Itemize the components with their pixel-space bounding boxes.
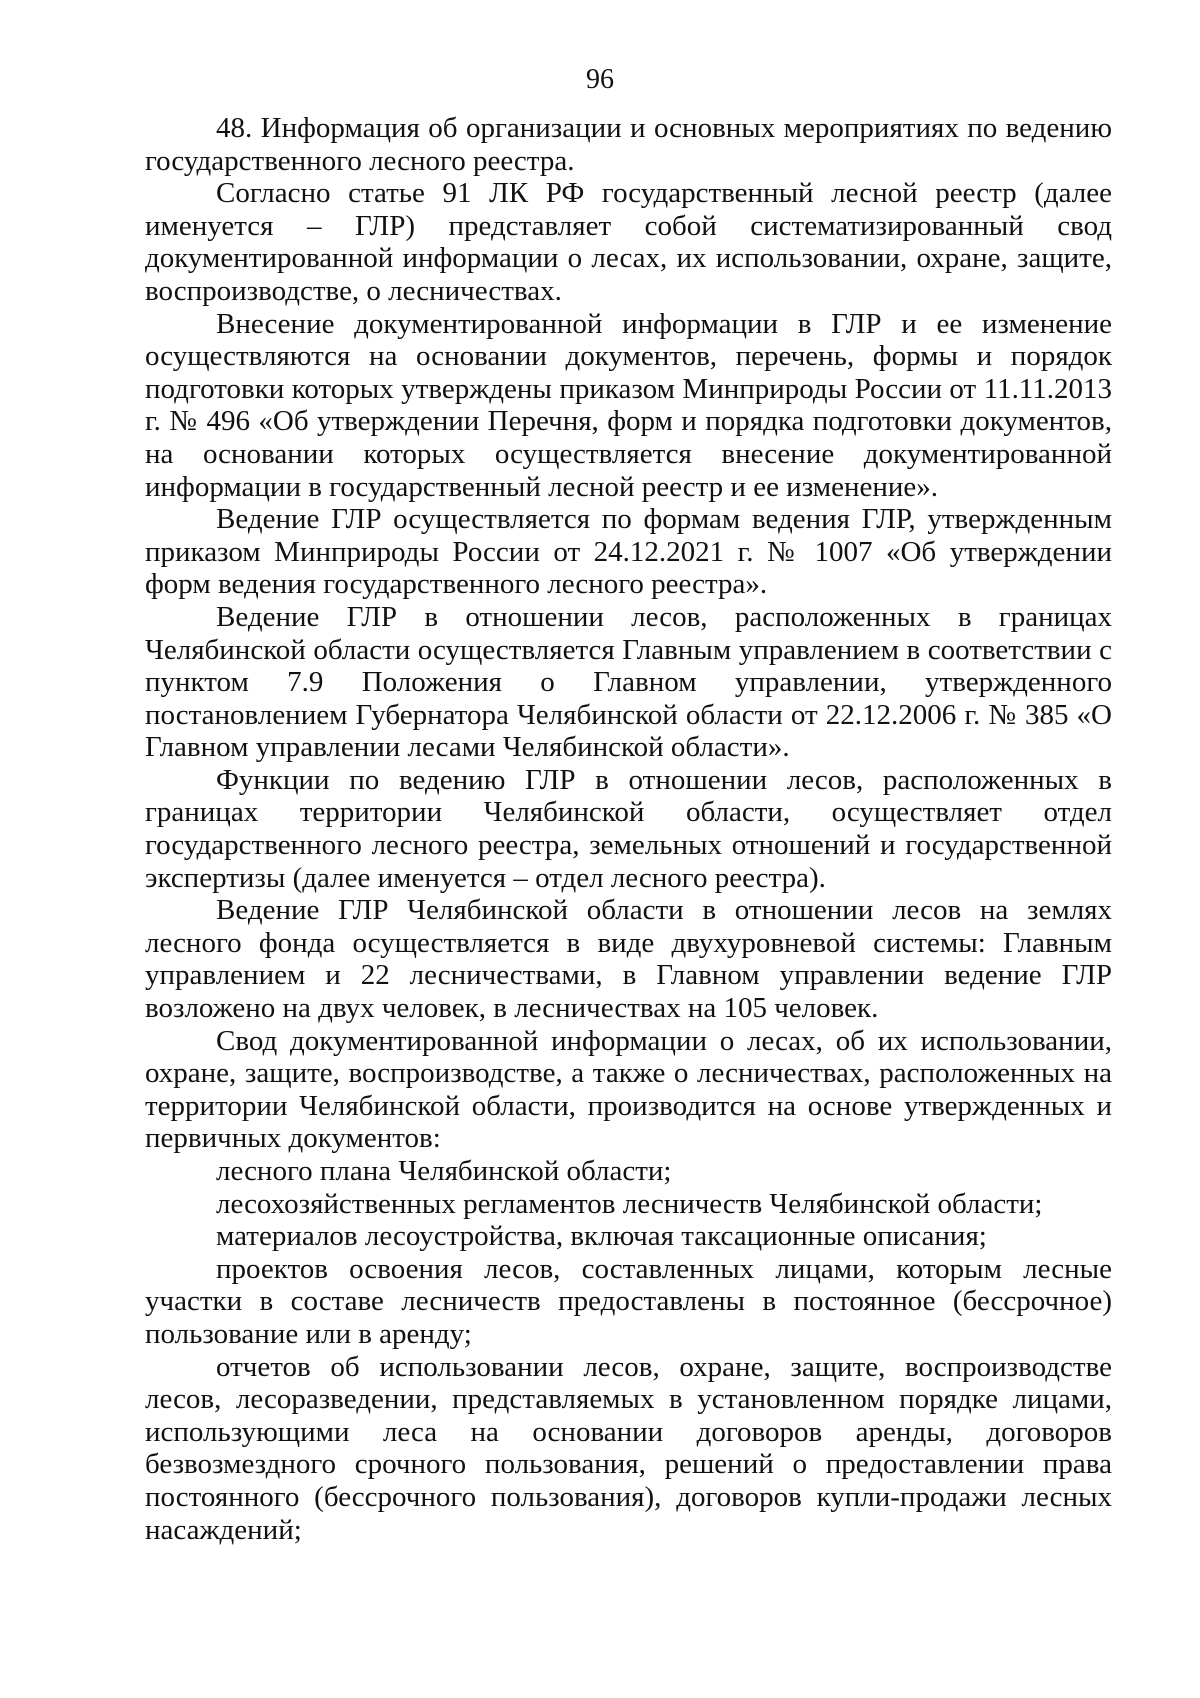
paragraph: Ведение ГЛР в отношении лесов, расположенных в границах Челябинской области осуществляется Главным управлением в соответствии с пунктом 7.9 Положения о Главном управлении, утвержденного постановлением Губернатора Челябинской области от 22.12.2006 г. № 385 «О Главном управлении лесами Челябинской области». — [145, 600, 1112, 764]
paragraph-heading: 48. Информация об организации и основных мероприятиях по ведению государственного лесного реестра. — [145, 112, 1112, 177]
list-item: лесного плана Челябинской области; — [216, 1155, 672, 1187]
page-number: 96 — [586, 64, 614, 95]
list-item: материалов лесоустройства, включая таксационные описания; — [216, 1220, 987, 1253]
document-body — [145, 112, 1112, 1546]
paragraph: Функции по ведению ГЛР в отношении лесов, расположенных в границах территории Челябинской области, осуществляет отдел государственного лесного реестра, земельных отношений и государственной экспертизы (далее именуется – отдел лесного реестра). — [145, 763, 1112, 894]
paragraph: Ведение ГЛР Челябинской области в отношении лесов на землях лесного фонда осуществляется в виде двухуровневой системы: Главным управлением и 22 лесничествами, в Главном управлении ведение ГЛР возложено на двух человек, в лесничествах на 105 человек. — [145, 894, 1112, 1025]
list-item: проектов освоения лесов, составленных лицами, которым лесные участки в составе лесничеств предоставлены в постоянное (бессрочное) пользование или в аренду; — [145, 1252, 1112, 1350]
list-item: отчетов об использовании лесов, охране, защите, воспроизводстве лесов, лесоразведении, представляемых в установленном порядке лицами, использующими леса на основании договоров аренды, договоров безвозмездного срочного пользования, решений о предоставлении права постоянного (бессрочного пользования), договоров купли-продажи лесных насаждений; — [145, 1350, 1112, 1546]
paragraph: Свод документированной информации о лесах, об их использовании, охране, защите, воспроизводстве, а также о лесничествах, расположенных на территории Челябинской области, производится на основе утвержденных и первичных документов: — [145, 1024, 1112, 1155]
list-item: лесохозяйственных регламентов лесничеств Челябинской области; — [216, 1187, 1043, 1220]
paragraph: Согласно статье 91 ЛК РФ государственный лесной реестр (далее именуется – ГЛР) представляет собой систематизированный свод документированной информации о лесах, их использовании, охране, защите, воспроизводстве, о лесничествах. — [145, 177, 1112, 307]
paragraph: Внесение документированной информации в ГЛР и ее изменение осуществляются на основании документов, перечень, формы и порядок подготовки которых утверждены приказом Минприроды России от 11.11.2013 г. № 496 «Об утверждении Перечня, форм и порядка подготовки документов, на основании которых осуществляется внесение документированной информации в государственный лесной реестр и ее изменение». — [145, 307, 1112, 503]
paragraph: Ведение ГЛР осуществляется по формам ведения ГЛР, утвержденным приказом Минприроды России от 24.12.2021 г. № 1007 «Об утверждении форм ведения государственного лесного реестра». — [145, 503, 1112, 601]
